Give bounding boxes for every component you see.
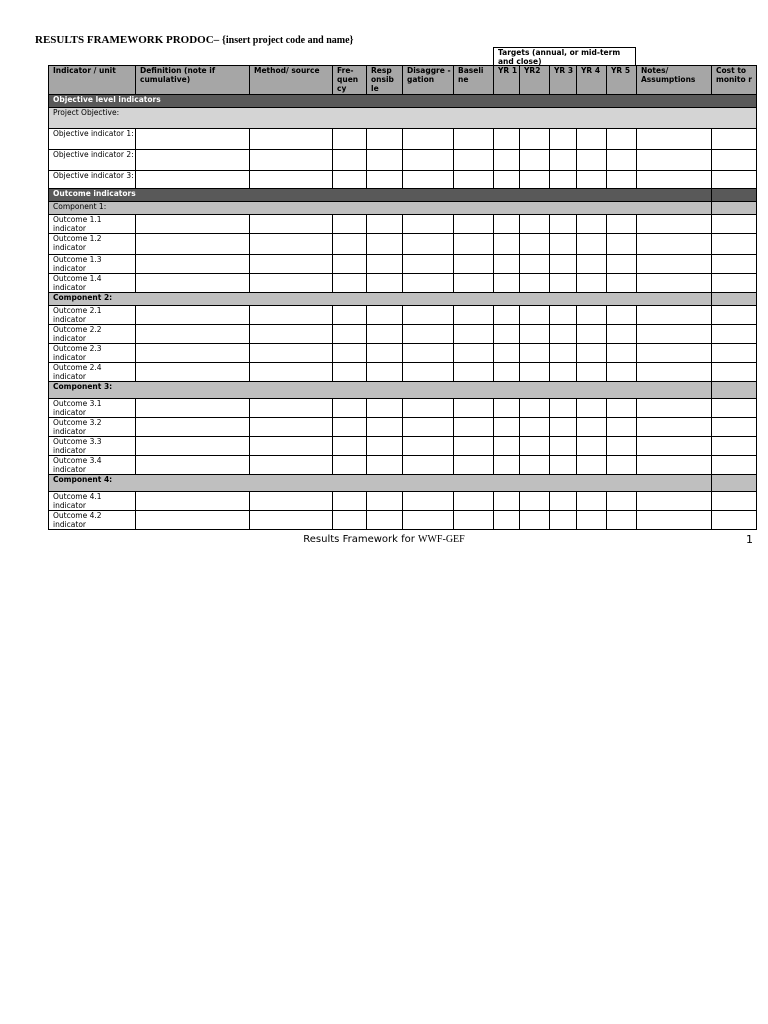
component-3-row [49,382,757,399]
table-cell[interactable] [607,150,637,171]
component-1-row [49,202,757,215]
results-framework-table [48,65,757,530]
table-row [49,274,757,293]
table-cell[interactable] [577,363,607,382]
table-cell[interactable] [136,234,250,255]
table-cell[interactable] [403,344,454,363]
table-cell[interactable] [333,492,367,511]
table-cell[interactable] [607,511,637,530]
table-cell[interactable] [403,255,454,274]
row-label: Objective indicator 1: [49,129,136,150]
table-cell[interactable] [454,150,494,171]
table-cell[interactable] [454,129,494,150]
table-cell[interactable] [520,171,550,189]
table-cell[interactable] [712,306,757,325]
table-cell[interactable] [577,306,607,325]
table-cell[interactable] [494,325,520,344]
table-cell[interactable] [712,418,757,437]
col-yr1: YR 1 [494,66,520,95]
table-cell[interactable] [577,234,607,255]
row-label: Outcome 3.3 indicator [49,437,136,456]
table-cell[interactable] [454,325,494,344]
table-cell[interactable] [494,274,520,293]
table-cell[interactable] [454,171,494,189]
table-cell[interactable] [454,274,494,293]
col-yr5: YR 5 [607,66,637,95]
table-cell[interactable] [520,363,550,382]
table-cell[interactable] [333,418,367,437]
table-cell[interactable] [577,492,607,511]
table-cell[interactable] [607,325,637,344]
table-cell[interactable] [136,437,250,456]
component-label: Component 3: [49,382,712,399]
table-cell[interactable] [403,418,454,437]
table-cell[interactable] [712,325,757,344]
table-cell[interactable] [550,255,577,274]
table-cell[interactable] [577,437,607,456]
table-cell[interactable] [550,492,577,511]
table-cell[interactable] [403,274,454,293]
table-cell[interactable] [403,129,454,150]
section-objective [49,95,757,108]
table-cell[interactable] [367,399,403,418]
table-cell[interactable] [403,399,454,418]
table-cell[interactable] [454,418,494,437]
table-cell[interactable] [367,492,403,511]
table-cell[interactable] [577,325,607,344]
table-cell[interactable] [250,456,333,475]
table-cell[interactable] [577,215,607,234]
col-baseline: Baseli ne [454,66,494,95]
table-cell[interactable] [637,150,712,171]
targets-header: Targets (annual, or mid-term and close) [493,47,636,65]
table-cell[interactable] [367,437,403,456]
row-label: Objective indicator 2: [49,150,136,171]
table-cell[interactable] [577,344,607,363]
table-cell[interactable] [250,215,333,234]
table-row [49,363,757,382]
table-cell[interactable] [333,306,367,325]
table-cell[interactable] [333,325,367,344]
table-cell[interactable] [577,399,607,418]
page-number: 1 [746,533,753,546]
col-frequency: Fre-quen cy [333,66,367,95]
table-cell[interactable] [550,399,577,418]
project-objective-label: Project Objective: [49,108,757,129]
table-cell[interactable] [494,399,520,418]
row-label: Outcome 3.1 indicator [49,399,136,418]
row-label: Outcome 2.4 indicator [49,363,136,382]
table-cell[interactable] [577,418,607,437]
table-cell[interactable] [637,363,712,382]
table-row [49,255,757,274]
table-cell[interactable] [454,492,494,511]
row-label: Outcome 3.2 indicator [49,418,136,437]
table-cell[interactable] [333,255,367,274]
table-cell[interactable] [607,274,637,293]
table-row [49,325,757,344]
page-footer [0,534,768,545]
table-cell[interactable] [403,306,454,325]
col-yr2: YR2 [520,66,550,95]
table-cell[interactable] [637,418,712,437]
table-cell[interactable] [494,456,520,475]
table-cell[interactable] [367,274,403,293]
table-cell[interactable] [250,511,333,530]
table-cell[interactable] [333,215,367,234]
table-cell[interactable] [367,456,403,475]
table-cell[interactable] [577,511,607,530]
table-cell[interactable] [607,437,637,456]
table-cell[interactable] [250,418,333,437]
table-cell[interactable] [250,492,333,511]
table-cell[interactable] [136,399,250,418]
table-row [49,437,757,456]
table-cell[interactable] [712,150,757,171]
table-cell[interactable] [333,437,367,456]
table-cell[interactable] [136,150,250,171]
title-subtitle: {insert project code and name} [221,35,354,46]
table-cell[interactable] [333,129,367,150]
table-cell[interactable] [550,306,577,325]
table-cell[interactable] [494,171,520,189]
table-cell[interactable] [577,456,607,475]
table-cell[interactable] [637,306,712,325]
table-cell[interactable] [403,456,454,475]
table-cell[interactable] [250,437,333,456]
table-cell[interactable] [367,255,403,274]
table-cell[interactable] [454,437,494,456]
table-cell[interactable] [712,456,757,475]
table-cell[interactable] [367,325,403,344]
table-cell[interactable] [637,325,712,344]
table-cell[interactable] [607,255,637,274]
table-cell[interactable] [637,511,712,530]
table-cell[interactable] [637,215,712,234]
table-cell[interactable] [454,344,494,363]
table-cell[interactable] [577,150,607,171]
table-cell[interactable] [333,363,367,382]
table-row [49,234,757,255]
table-cell[interactable] [520,150,550,171]
table-cell[interactable] [607,456,637,475]
table-cell[interactable] [712,344,757,363]
table-cell[interactable] [136,274,250,293]
col-disaggregation: Disaggre -gation [403,66,454,95]
table-cell[interactable] [494,344,520,363]
table-cell[interactable] [520,274,550,293]
table-cell[interactable] [637,492,712,511]
table-cell[interactable] [136,325,250,344]
table-cell[interactable] [607,215,637,234]
col-cost: Cost to monito r [712,66,757,95]
table-cell[interactable] [403,171,454,189]
table-cell[interactable] [550,215,577,234]
table-cell[interactable] [494,215,520,234]
table-cell[interactable] [520,456,550,475]
table-cell[interactable] [454,234,494,255]
table-cell[interactable] [550,344,577,363]
table-cell[interactable] [136,306,250,325]
table-cell[interactable] [637,171,712,189]
table-cell[interactable] [607,171,637,189]
table-cell[interactable] [494,150,520,171]
row-label: Outcome 4.1 indicator [49,492,136,511]
table-row [49,150,757,171]
table-cell[interactable] [250,399,333,418]
table-cell[interactable] [136,171,250,189]
table-cell[interactable] [333,274,367,293]
table-cell[interactable] [550,171,577,189]
table-cell[interactable] [136,344,250,363]
title-text: RESULTS FRAMEWORK PRODOC– [35,34,222,46]
table-cell[interactable] [367,150,403,171]
col-yr4: YR 4 [577,66,607,95]
table-cell[interactable] [607,363,637,382]
table-cell[interactable] [250,234,333,255]
table-cell[interactable] [136,129,250,150]
table-row [49,511,757,530]
table-cell[interactable] [712,274,757,293]
component-4-row [49,475,757,492]
col-notes: Notes/ Assumptions [637,66,712,95]
component-label: Component 1: [49,202,712,215]
row-label: Outcome 2.3 indicator [49,344,136,363]
table-cell[interactable] [333,171,367,189]
table-cell[interactable] [250,150,333,171]
row-label: Outcome 2.1 indicator [49,306,136,325]
table-cell[interactable] [607,234,637,255]
table-cell[interactable] [403,437,454,456]
table-cell[interactable] [494,129,520,150]
col-indicator: Indicator / unit [49,66,136,95]
table-cell[interactable] [637,274,712,293]
table-cell[interactable] [333,234,367,255]
table-cell[interactable] [520,492,550,511]
table-cell[interactable] [520,234,550,255]
table-cell[interactable] [712,437,757,456]
table-cell[interactable] [454,363,494,382]
table-cell[interactable] [520,399,550,418]
table-cell[interactable] [367,171,403,189]
table-cell[interactable] [367,363,403,382]
table-cell[interactable] [607,399,637,418]
col-responsible: Resp onsib le [367,66,403,95]
table-cell[interactable] [637,399,712,418]
table-row [49,306,757,325]
table-cell[interactable] [333,399,367,418]
table-cell[interactable] [494,234,520,255]
table-cell[interactable] [577,171,607,189]
table-cell[interactable] [520,129,550,150]
table-cell[interactable] [403,363,454,382]
table-cell[interactable] [637,129,712,150]
table-row [49,129,757,150]
table-cell[interactable] [577,274,607,293]
row-label: Outcome 1.2 indicator [49,234,136,255]
table-cell[interactable] [250,274,333,293]
table-cell[interactable] [250,255,333,274]
table-cell[interactable] [550,150,577,171]
col-yr3: YR 3 [550,66,577,95]
table-cell[interactable] [250,306,333,325]
table-cell[interactable] [712,492,757,511]
table-cell[interactable] [403,234,454,255]
table-cell[interactable] [136,215,250,234]
table-cell[interactable] [712,215,757,234]
table-cell[interactable] [136,255,250,274]
table-cell[interactable] [136,511,250,530]
table-row [49,399,757,418]
table-cell[interactable] [250,344,333,363]
table-cell[interactable] [520,511,550,530]
table-cell[interactable] [136,363,250,382]
table-cell[interactable] [454,215,494,234]
table-cell[interactable] [333,344,367,363]
table-cell[interactable] [250,325,333,344]
table-cell[interactable] [637,255,712,274]
table-cell[interactable] [367,215,403,234]
table-cell[interactable] [333,150,367,171]
table-cell[interactable] [637,456,712,475]
table-cell[interactable] [454,511,494,530]
table-cell[interactable] [712,255,757,274]
table-cell[interactable] [136,418,250,437]
table-cell[interactable] [403,511,454,530]
row-label: Outcome 3.4 indicator [49,456,136,475]
table-cell[interactable] [454,399,494,418]
table-cell[interactable] [494,437,520,456]
table-cell[interactable] [637,344,712,363]
table-cell[interactable] [637,234,712,255]
section-label: Outcome indicators [49,189,712,202]
table-cell[interactable] [712,363,757,382]
table-cell[interactable] [637,437,712,456]
row-label: Outcome 1.3 indicator [49,255,136,274]
table-cell[interactable] [520,215,550,234]
table-cell[interactable] [403,492,454,511]
table-cell[interactable] [403,150,454,171]
table-cell[interactable] [550,234,577,255]
component-2-row [49,293,757,306]
table-cell[interactable] [367,344,403,363]
row-label: Outcome 1.1 indicator [49,215,136,234]
table-cell[interactable] [550,456,577,475]
table-cell[interactable] [454,255,494,274]
footer-text: Results Framework for [303,534,419,545]
table-cell[interactable] [607,344,637,363]
table-cell[interactable] [454,456,494,475]
project-objective-row [49,108,757,129]
table-cell[interactable] [367,511,403,530]
table-cell[interactable] [520,255,550,274]
table-row [49,215,757,234]
table-cell[interactable] [607,129,637,150]
table-cell[interactable] [607,492,637,511]
col-method: Method/ source [250,66,333,95]
table-cell[interactable] [520,306,550,325]
table-cell[interactable] [520,418,550,437]
table-cell[interactable] [367,129,403,150]
table-row [49,344,757,363]
table-cell[interactable] [520,437,550,456]
table-cell[interactable] [367,306,403,325]
header-row [49,66,757,95]
footer-org: WWF-GEF [418,534,465,545]
table-cell[interactable] [550,418,577,437]
table-row [49,492,757,511]
table-row [49,171,757,189]
table-cell[interactable] [250,363,333,382]
table-cell[interactable] [607,306,637,325]
table-cell[interactable] [607,418,637,437]
table-cell[interactable] [712,399,757,418]
table-row [49,456,757,475]
table-cell[interactable] [403,215,454,234]
table-cell[interactable] [550,437,577,456]
table-cell[interactable] [454,306,494,325]
component-label: Component 2: [49,293,712,306]
row-label: Objective indicator 3: [49,171,136,189]
table-cell[interactable] [333,456,367,475]
table-cell[interactable] [577,255,607,274]
table-cell[interactable] [520,325,550,344]
section-outcome [49,189,757,202]
page-title [35,34,354,46]
table-cell[interactable] [712,511,757,530]
table-cell[interactable] [712,234,757,255]
table-cell[interactable] [494,492,520,511]
table-cell[interactable] [367,418,403,437]
table-cell[interactable] [550,363,577,382]
table-cell[interactable] [494,306,520,325]
table-cell[interactable] [577,129,607,150]
col-definition: Definition (note if cumulative) [136,66,250,95]
table-cell[interactable] [550,325,577,344]
table-cell[interactable] [403,325,454,344]
table-cell[interactable] [520,344,550,363]
table-cell[interactable] [250,171,333,189]
table-cell[interactable] [494,418,520,437]
component-label: Component 4: [49,475,712,492]
table-cell[interactable] [494,511,520,530]
table-cell[interactable] [712,129,757,150]
table-cell[interactable] [367,234,403,255]
table-cell[interactable] [712,171,757,189]
table-row [49,418,757,437]
table-cell[interactable] [550,511,577,530]
table-cell[interactable] [550,129,577,150]
table-cell[interactable] [550,274,577,293]
table-cell[interactable] [494,255,520,274]
row-label: Outcome 4.2 indicator [49,511,136,530]
table-cell[interactable] [250,129,333,150]
section-label: Objective level indicators [49,95,757,108]
table-cell[interactable] [136,492,250,511]
table-cell[interactable] [136,456,250,475]
table-cell[interactable] [333,511,367,530]
row-label: Outcome 1.4 indicator [49,274,136,293]
row-label: Outcome 2.2 indicator [49,325,136,344]
table-cell[interactable] [494,363,520,382]
